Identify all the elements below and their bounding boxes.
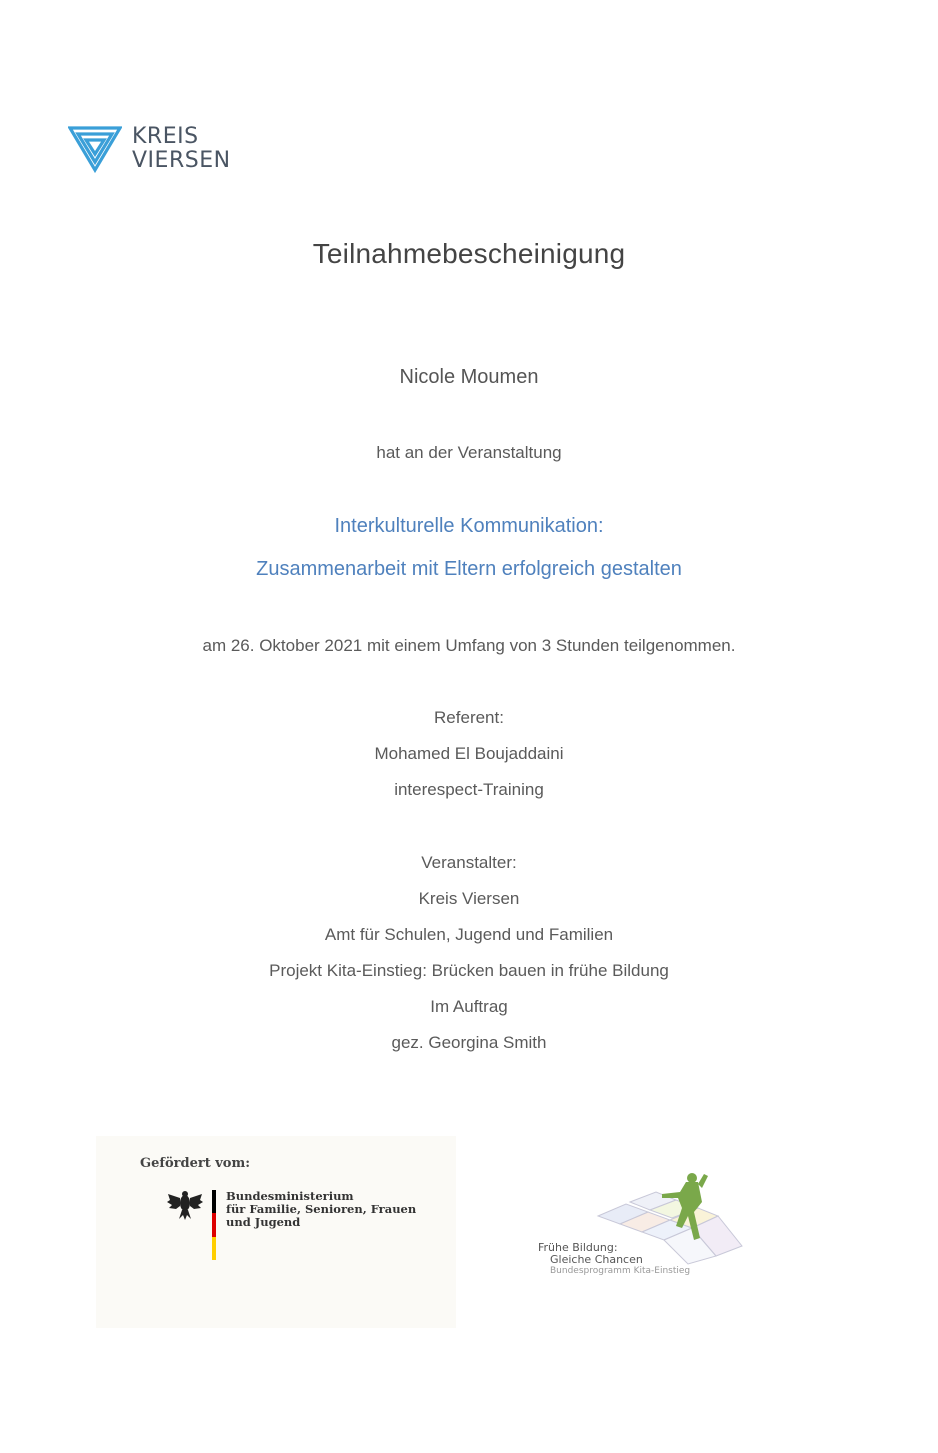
intro-text: hat an der Veranstaltung	[376, 443, 562, 462]
organizer-block	[0, 845, 938, 1061]
kita-slogan	[538, 1242, 643, 1266]
kreis-viersen-logo-icon	[68, 124, 122, 174]
german-flag-bar	[212, 1190, 216, 1260]
organizer-signature: gez. Georgina Smith	[391, 1033, 547, 1052]
logo-line-2: VIERSEN	[132, 148, 231, 173]
kreis-viersen-logo	[68, 124, 231, 174]
ministry-name	[226, 1190, 416, 1229]
kita-einstieg-logo	[530, 1168, 760, 1288]
course-title-line-1: Interkulturelle Kommunikation:	[334, 515, 604, 537]
speaker-label: Referent:	[434, 708, 504, 727]
document-title: Teilnahmebescheinigung	[312, 238, 626, 269]
course-title-line-2: Zusammenarbeit mit Eltern erfolgreich gestalten	[256, 558, 682, 580]
kita-slogan-line-1: Frühe Bildung:	[538, 1241, 618, 1254]
organizer-line-3: Projekt Kita-Einstieg: Brücken bauen in frühe Bildung	[269, 961, 669, 980]
speaker-block	[0, 700, 938, 808]
logo-line-1: KREIS	[132, 124, 199, 149]
kita-program-name: Bundesprogramm Kita-Einstieg	[550, 1266, 691, 1276]
speaker-name: Mohamed El Boujaddaini	[374, 744, 564, 763]
organizer-line-4: Im Auftrag	[430, 997, 508, 1016]
funding-logo	[96, 1136, 456, 1328]
speaker-org: interespect-Training	[394, 780, 544, 799]
kreis-viersen-logo-text	[132, 125, 231, 173]
funding-label: Gefördert vom:	[140, 1156, 251, 1171]
organizer-label: Veranstalter:	[421, 853, 517, 872]
kita-slogan-line-2: Gleiche Chancen	[550, 1253, 643, 1266]
organizer-line-1: Kreis Viersen	[418, 889, 520, 908]
participant-name: Nicole Moumen	[399, 366, 539, 388]
organizer-line-2: Amt für Schulen, Jugend und Familien	[324, 925, 614, 944]
federal-eagle-icon	[166, 1188, 204, 1222]
course-details: am 26. Oktober 2021 mit einem Umfang von 3 Stunden teilgenommen.	[202, 636, 736, 655]
ministry-line-3: und Jugend	[226, 1215, 301, 1229]
ministry-line-1: Bundesministerium	[226, 1189, 354, 1203]
ministry-line-2: für Familie, Senioren, Frauen	[226, 1202, 417, 1216]
